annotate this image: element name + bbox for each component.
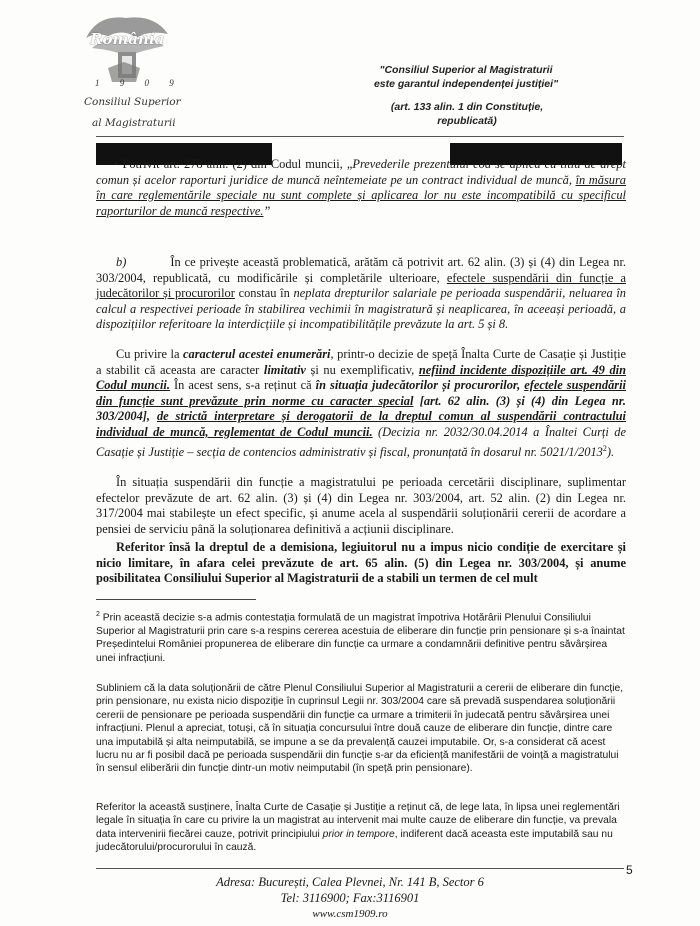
logo-year: 1 9 0 9 <box>95 78 183 88</box>
motto-line-1: "Consiliul Superior al Magistraturii <box>379 64 553 76</box>
paragraph-b <box>96 255 626 333</box>
p2-s4: neplata drepturilor salariale pe perioada suspendării, neluarea în calcul a respectivei perioade în stabilirea vechimii în magistratură și neaplicarea, în aceeași perioadă, a dispozițiilor referitoare la interdicțiile și incompatibilitățile prevăzute la art. 5 și 8. <box>96 286 626 332</box>
paragraph-suspension: În situația suspendării din funcție a magistratului pe perioada cercetării disciplinare, suplimentar efectelor prevăzute de art. 62 alin. (3) și (4) din Legea nr. 303/2004, art. 52 alin. (2) din Legea nr. 317/2004 mai stabilește un efect specific, și anume acela al suspendării soluționării cererii de acordare a pensiei de serviciu până la soluționarea definitivă a acțiunii disciplinare. <box>96 475 626 536</box>
page-number: 5 <box>626 863 633 877</box>
footer-phone: Tel: 3116900; Fax:3116901 <box>280 891 420 905</box>
footnote-divider <box>96 599 256 600</box>
p3-s10: [art. 62 alin. (3) și (4) din Legea nr. 303/2004], <box>96 393 626 424</box>
p3-s3: , printr-o decizie de speță Înalta Curte de Casație și Justiție a stabilit că aceasta are caracter <box>96 347 627 377</box>
p3-s11: de strictă interpretare și derogatorii de la dreptul comun al suspendării contractului individual de muncă, reglementat de Codul muncii. <box>96 409 627 439</box>
p2-s2: efectele suspendării din funcție a judecătorilor și procurorilor <box>96 270 626 301</box>
footer-web: www.csm1909.ro <box>312 908 388 920</box>
csm-emblem-icon <box>78 8 174 88</box>
footnote-paragraph-3 <box>96 801 626 855</box>
p3-s13: ). <box>606 444 615 459</box>
p3-s9: efectele suspendării din funcție sunt prevăzute prin norme cu caracter special <box>96 378 626 408</box>
paragraph-enumeration <box>96 347 626 460</box>
p2-s1: În ce privește această problematică, arătăm că potrivit art. 62 alin. (3) și (4) din Legea nr. 303/2004, republicată, cu modificările și completările ulterioare, <box>96 255 626 285</box>
footnote-f3b: prior in tempore <box>322 828 395 840</box>
paragraph-resignation: Referitor însă la dreptul de a demisiona, legiuitorul nu a impus nicio condiție de exercitare și nicio limitare, în afara celei prevăzute de art. 65 alin. (5) din Legea nr. 303/2004, și anume posibilitatea Consiliului Superior al Magistraturii de a stabili un termen de cel mult <box>96 540 626 586</box>
footnote-f3a: Referitor la această susținere, Înalta Curte de Casație și Justiție a reținut că, de lege lata, în lipsa unei reglementări legale în situația în care cu privire la un magistrat au intervenit mai multe cauze de eliberare din funcție, va prevala data intervenirii fiecărei cauze, potrivit principiului <box>96 802 620 840</box>
footnote-number: 2 <box>96 611 100 618</box>
header-divider <box>96 136 624 137</box>
p3-s8: în situația judecătorilor și procurorilor, <box>315 378 525 393</box>
p1-quote-end: ” <box>263 203 271 218</box>
p2-s3: constau în <box>234 286 294 301</box>
header-motto-reference <box>354 100 580 127</box>
motto-ref-line-2: republicată) <box>437 115 497 127</box>
footnote-f3c: , indiferent dacă aceasta este imputabilă sau nu judecătorului/procurorului în cauză. <box>96 828 613 854</box>
header-motto <box>356 63 576 91</box>
motto-ref-line-1: (art. 133 alin. 1 din Constituție, <box>390 101 544 113</box>
footnote-paragraph-2: Subliniem că la data soluționării de către Plenul Consiliului Superior al Magistraturii a cererii de eliberare din funcție, prin pensionare, nu exista nicio dispoziție în cuprinsul Legii nr. 303/2004 care să prevadă suspendarea soluționării cererii de pensionare pe perioada suspendării din funcție ca urmare a trimiterii în judecată pentru săvârșirea unei infracțiuni. Plenul a apreciat, totuși, că în situația concursului între două cauze de eliberare din funcție, dintre care una imputabilă și alta neimputabilă, se impune a se da prevalență cauzei imputabile. Or, s-a considerat că acest lucru nu ar fi posibil dacă pe perioada suspendării din funcție s-ar da eficiență manifestării de voință a magistratului în sensul eliberării din funcție dintr-un motiv neimputabil (în speță prin pensionare). <box>96 683 624 775</box>
paragraph-art278 <box>96 157 626 219</box>
footnote-2 <box>96 608 626 665</box>
p3-s1: Cu privire la <box>116 347 184 361</box>
footer-address: Adresa: București, Calea Plevnei, Nr. 141 B, Sector 6 <box>216 875 484 889</box>
logo-wordmark: România <box>90 30 165 48</box>
footnote-ref-2: 2 <box>602 443 607 453</box>
bullet: • <box>114 157 119 171</box>
p3-s2: caracterul acestei enumerări <box>183 347 331 361</box>
logo-line-1: Consiliul Superior <box>84 96 181 108</box>
footnote-text-1: Prin această decizie s-a admis contestația formulată de un magistrat împotriva Hotărârii Plenului Consiliului Superior al Magistraturii prin care s-a respins cererea acestuia de eliberare din funcție prin pensionare și s-a înaintat Președintelui României propunerea de eliberare din funcție ca urmare a condamnării definitive pentru săvârșirea unei infracțiuni. <box>96 612 625 664</box>
p2-label: b) <box>116 255 127 269</box>
p3-s4: limitativ <box>263 362 306 377</box>
p3-s6: nefiind incidente dispozițiile art. 49 din Codul muncii. <box>96 362 626 393</box>
p3-s5: și nu exemplificativ, <box>305 362 419 377</box>
logo-line-2: al Magistraturii <box>92 117 176 129</box>
p1-quote-a: Prevederile prezentului cod se aplică cu titlu de drept comun și acelor raporturi juridice de muncă neîntemeiate pe un contract individual de muncă, <box>96 157 626 187</box>
motto-line-2: este garantul independenței justiției" <box>373 78 559 90</box>
p1-intro: Potrivit art. 278 alin. (2) din Codul muncii, „ <box>122 157 353 171</box>
footer-divider <box>96 868 624 869</box>
p3-s12: (Decizia nr. 2032/30.04.2014 a Înaltei Curți de Casație și Justiție – secția de contencios administrativ și fiscal, pronunțată în dosarul nr. 5021/1/2013 <box>96 424 626 459</box>
p1-quote-b: în măsura în care reglementările speciale nu sunt complete și aplicarea lor nu este incompatibilă cu specificul raporturilor de muncă respective. <box>96 172 626 218</box>
p3-s7: În acest sens, s-a reținut că <box>169 378 316 393</box>
